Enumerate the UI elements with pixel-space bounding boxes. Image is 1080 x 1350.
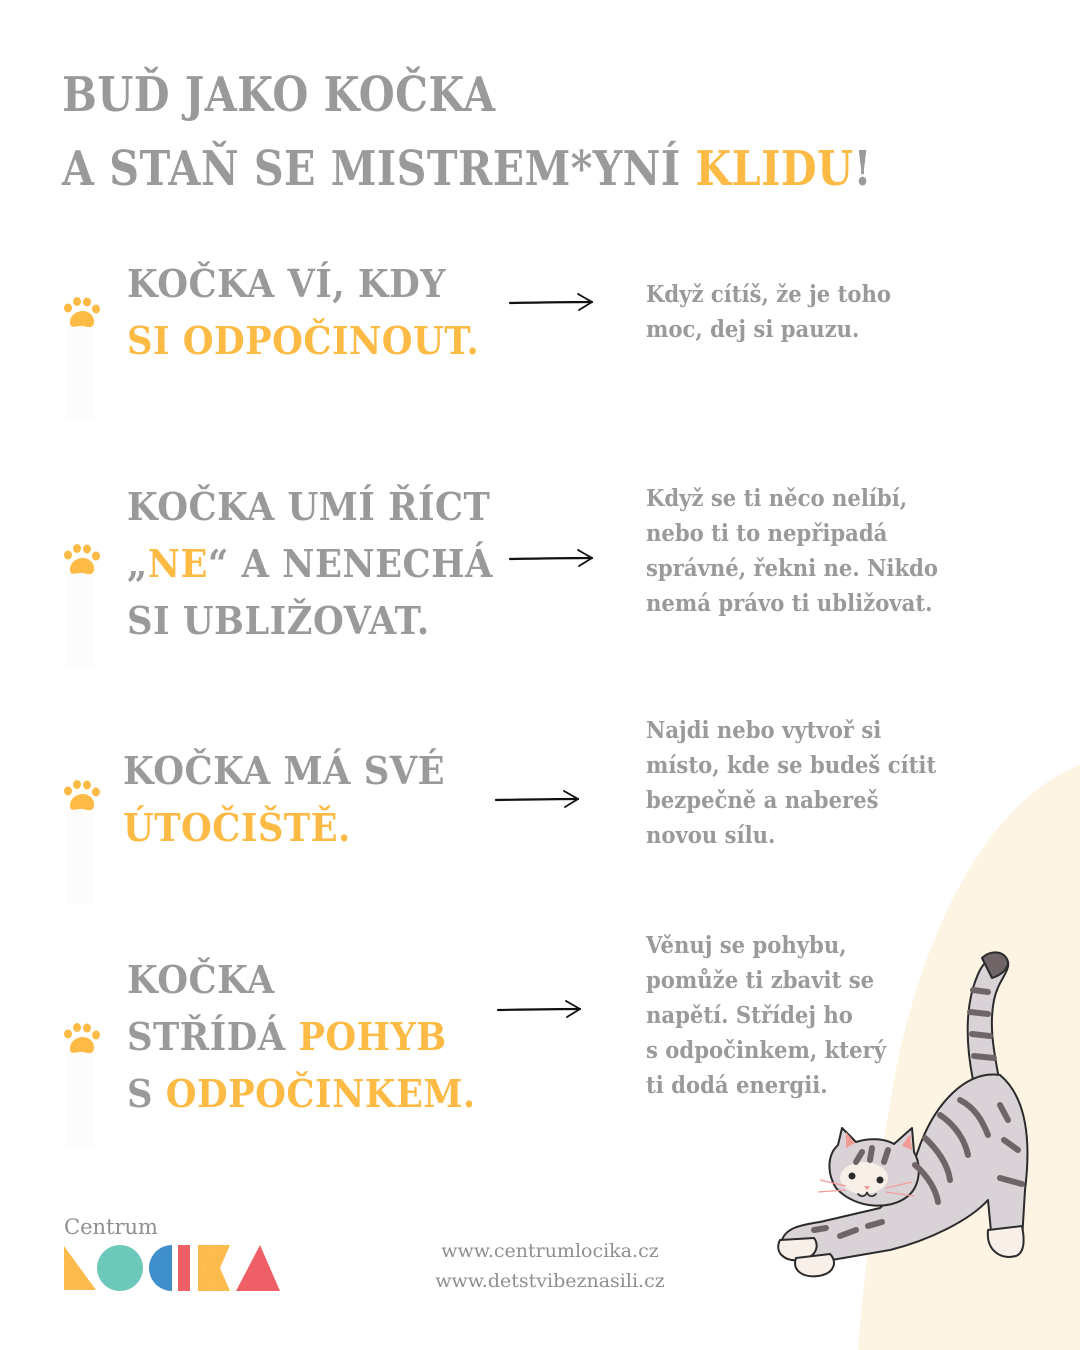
paw-icon [62,1022,102,1056]
tip-heading: KOČKA STŘÍDÁ POHYB S ODPOČINKEM. [127,957,476,1116]
locika-logo [64,1214,284,1292]
paw-bar [66,809,94,904]
tip-description: Když cítíš, že je toho moc, dej si pauzu. [646,281,891,343]
arrow-right-icon [494,787,584,811]
tip-heading: KOČKA UMÍ ŘÍCT „NE“ A NENECHÁ SI UBLIŽOVAT. [127,484,493,643]
paw-icon [62,543,102,577]
title-line-1: BUĎ JAKO KOČKA [62,67,496,123]
tip-heading: KOČKA MÁ SVÉ ÚTOČIŠTĚ. [123,748,445,850]
tip-description: Najdi nebo vytvoř si místo, kde se budeš cítit bezpečně a nabereš novou sílu. [646,717,937,849]
title-accent-word: KLIDU [695,141,854,197]
arrow-right-icon [508,290,598,314]
page-title [62,58,872,206]
footer-urls [400,1236,700,1296]
tip-heading: KOČKA VÍ, KDY SI ODPOČINOUT. [127,261,480,363]
paw-bar [66,1052,94,1147]
logo-centrum-text: Centrum [64,1215,158,1239]
tip-description: Věnuj se pohybu, pomůže ti zbavit se napětí. Střídej ho s odpočinkem, který ti dodá energii. [646,932,887,1099]
paw-icon [62,296,102,330]
url-detstvibeznasili[interactable]: www.detstvibeznasili.cz [435,1270,665,1292]
stretching-cat-illustration [760,940,1080,1300]
url-centrumlocika[interactable]: www.centrumlocika.cz [441,1240,659,1262]
arrow-right-icon [496,997,586,1021]
logo-locika-shapes [64,1244,284,1292]
tip-description: Když se ti něco nelíbí, nebo ti to nepřipadá správné, řekni ne. Nikdo nemá právo ti ubližovat. [646,485,939,617]
title-line-2: A STAŇ SE MISTREM*YNÍ KLIDU! [62,141,873,197]
paw-bar [66,326,94,421]
paw-icon [62,779,102,813]
arrow-right-icon [508,546,598,570]
paw-bar [66,573,94,668]
